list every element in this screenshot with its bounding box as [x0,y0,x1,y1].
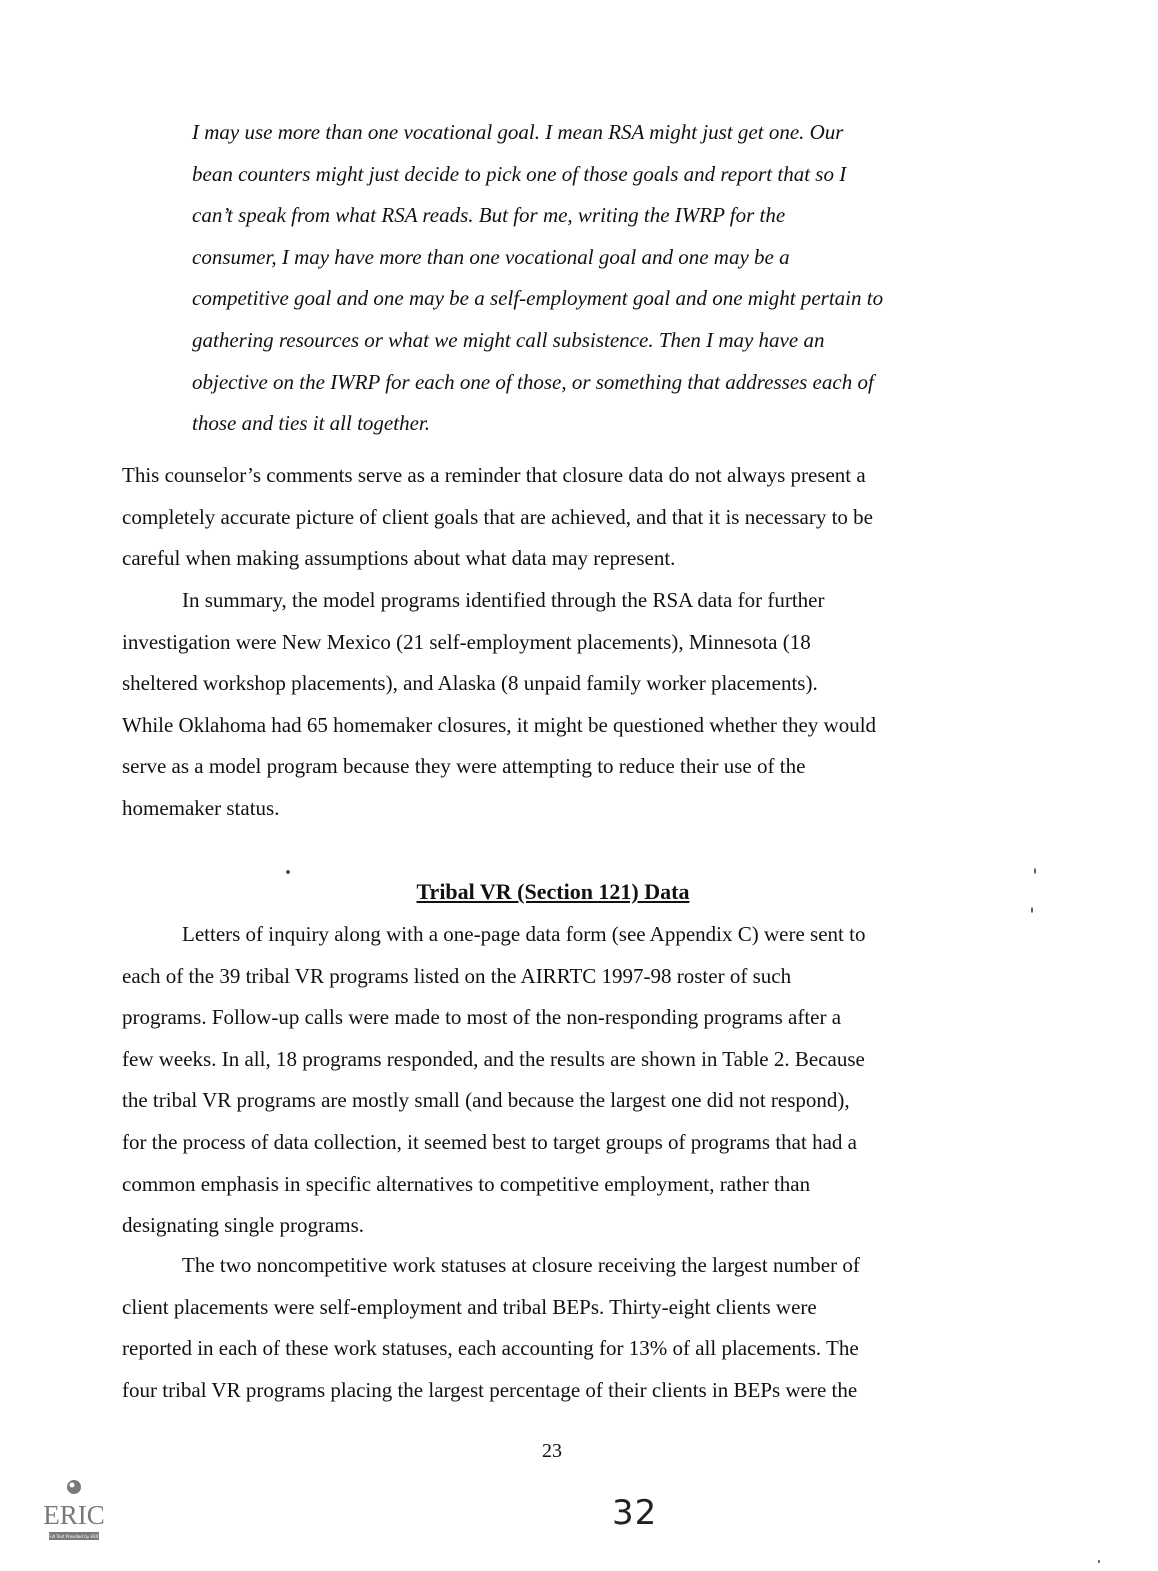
quote-line: objective on the IWRP for each one of those, or something that addresses each of [192,369,874,394]
text-line: completely accurate picture of client goals that are achieved, and that it is necessary to be [122,504,874,529]
text-line: serve as a model program because they were attempting to reduce their use of the [122,754,806,779]
eric-logo-icon [43,1478,105,1546]
eric-logo [43,1478,105,1546]
scan-speck [1098,1560,1100,1563]
text-line: This counselor’s comments serve as a reminder that closure data do not always present a [122,463,866,487]
text-line: for the process of data collection, it seemed best to target groups of programs that had a [122,1129,857,1154]
fiche-page-number: 32 [612,1493,658,1533]
paragraph-work-statuses [122,1245,1012,1411]
quote-line: can’t speak from what RSA reads. But for me, writing the IWRP for the [192,203,786,228]
page-number: 23 [542,1440,562,1462]
quote-line: those and ties it all together. [192,411,430,436]
text-line: common emphasis in specific alternatives to competitive employment, rather than [122,1171,811,1196]
eric-logo-tagline: Full Text Provided by ERIC [48,1534,100,1539]
paragraph-counselor-comments [122,455,1012,580]
text-line: While Oklahoma had 65 homemaker closures, it might be questioned whether they would [122,712,877,737]
scan-speck [1034,868,1036,874]
text-line: reported in each of these work statuses, each accounting for 13% of all placements. The [122,1336,859,1361]
block-quote [192,112,1012,445]
text-line: programs. Follow-up calls were made to most of the non-responding programs after a [122,1005,842,1030]
text-line: few weeks. In all, 18 programs responded, and the results are shown in Table 2. Because [122,1046,865,1071]
text-line: homemaker status. [122,795,280,820]
scan-speck [286,870,290,874]
text-line: Letters of inquiry along with a one-page data form (see Appendix C) were sent to [182,922,866,946]
text-line: The two noncompetitive work statuses at closure receiving the largest number of [182,1253,860,1277]
text-line: investigation were New Mexico (21 self-employment placements), Minnesota (18 [122,629,811,654]
text-line: In summary, the model programs identified through the RSA data for further [182,588,825,612]
quote-line: bean counters might just decide to pick one of those goals and report that so I [192,161,847,186]
text-line: sheltered workshop placements), and Alaska (8 unpaid family worker placements). [122,671,818,696]
text-line: the tribal VR programs are mostly small (and because the largest one did not respond), [122,1088,850,1113]
quote-line: competitive goal and one may be a self-employment goal and one might pertain to [192,286,884,311]
text-line: careful when making assumptions about what data may represent. [122,546,676,571]
text-line: client placements were self-employment and tribal BEPs. Thirty-eight clients were [122,1294,817,1319]
eric-logo-text: ERIC [43,1500,105,1530]
section-heading: Tribal VR (Section 121) Data [416,879,690,904]
paragraph-summary [122,580,1012,830]
text-line: designating single programs. [122,1213,365,1238]
quote-line: I may use more than one vocational goal. I mean RSA might just get one. Our [192,120,844,144]
text-line: each of the 39 tribal VR programs listed on the AIRRTC 1997-98 roster of such [122,963,792,988]
text-line: four tribal VR programs placing the largest percentage of their clients in BEPs were the [122,1377,858,1402]
quote-line: consumer, I may have more than one vocational goal and one may be a [192,244,790,269]
quote-line: gathering resources or what we might call subsistence. Then I may have an [192,327,825,352]
scan-speck [1031,907,1033,913]
paragraph-letters-of-inquiry [122,914,1012,1247]
